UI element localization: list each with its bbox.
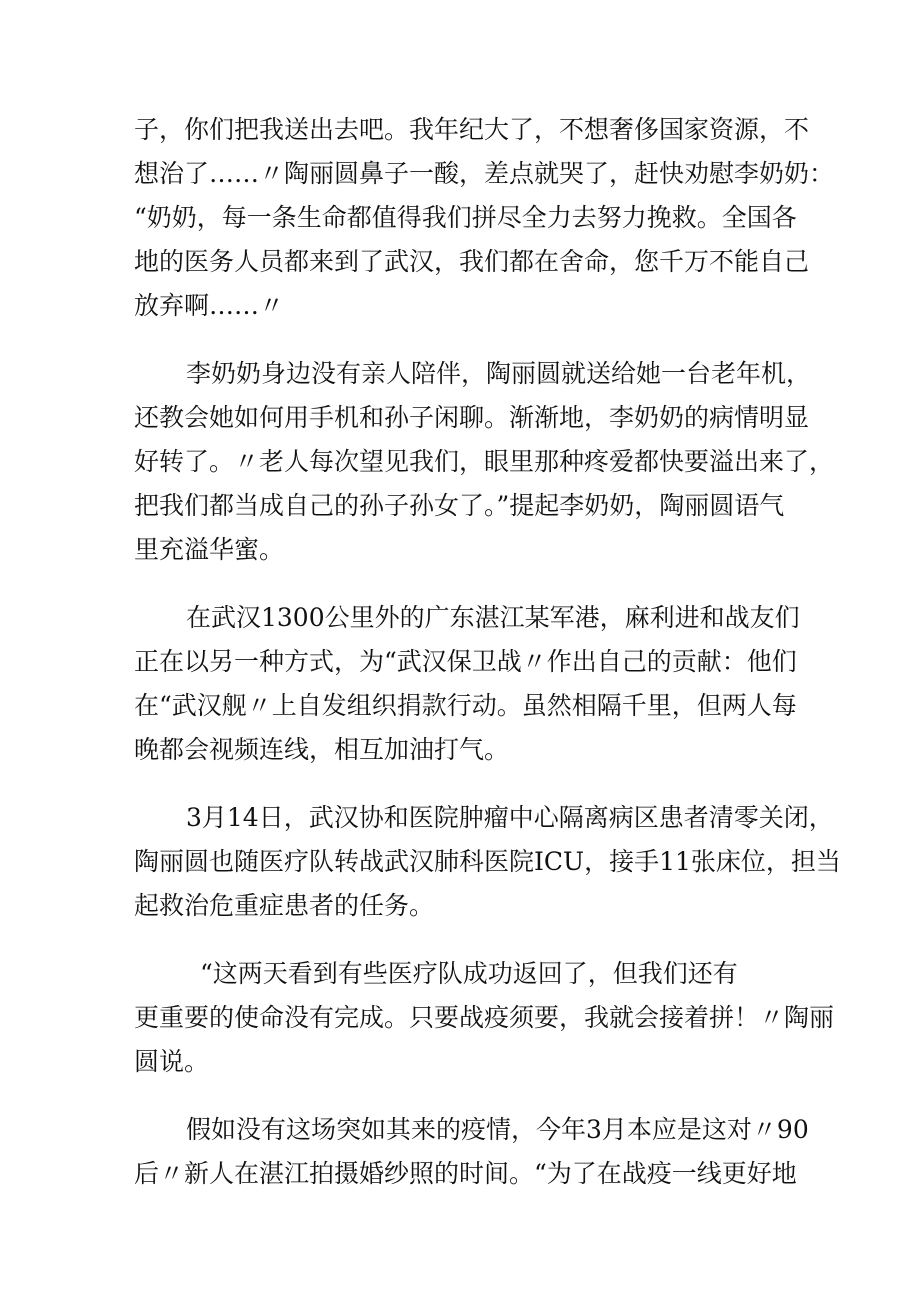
text-line: 更重要的使命没有完成。只要战疫须要，我就会接着拼！〃陶丽 bbox=[134, 1003, 835, 1032]
text-line: 后〃新人在湛江拍摄婚纱照的时间。“为了在战疫一线更好地 bbox=[134, 1159, 797, 1188]
text-line: 放弃啊……〃 bbox=[134, 291, 285, 320]
text-line: 还教会她如何用手机和孙子闲聊。渐渐地，李奶奶的病情明显 bbox=[134, 403, 810, 432]
text-line: 李奶奶身边没有亲人陪伴，陶丽圆就送给她一台老年机， bbox=[186, 359, 812, 388]
text-line: 晚都会视频连线，相互加油打气。 bbox=[134, 735, 510, 764]
text-line: 起救治危重症患者的任务。 bbox=[134, 891, 435, 920]
paragraph-1 bbox=[134, 108, 835, 328]
paragraph-3 bbox=[134, 596, 800, 772]
text-line: 假如没有这场突如其来的疫情，今年3月本应是这对〃90 bbox=[186, 1115, 809, 1144]
text-line: “这两天看到有些医疗队成功返回了，但我们还有 bbox=[200, 959, 738, 988]
text-line: 里充溢华蜜。 bbox=[134, 535, 285, 564]
text-line: 正在以另一种方式，为“武汉保卫战〃作出自己的贡献：他们 bbox=[134, 647, 797, 676]
text-line: 圆说。 bbox=[134, 1047, 210, 1076]
text-line: 在“武汉舰〃上自发组织捐款行动。虽然相隔千里，但两人每 bbox=[134, 691, 797, 720]
text-line: 子，你们把我送出去吧。我年纪大了，不想奢侈国家资源，不 bbox=[134, 115, 810, 144]
text-line: 把我们都当成自己的孙子孙女了。”提起李奶奶，陶丽圆语气 bbox=[134, 491, 785, 520]
text-line: “奶奶，每一条生命都值得我们拼尽全力去努力挽救。全国各 bbox=[134, 203, 797, 232]
article-body bbox=[134, 108, 841, 1220]
paragraph-4 bbox=[134, 796, 841, 928]
paragraph-5 bbox=[134, 952, 835, 1084]
paragraph-6 bbox=[134, 1108, 809, 1196]
text-line: 地的医务人员都来到了武汉，我们都在舍命，您千万不能自己 bbox=[134, 247, 810, 276]
text-line: 3月14日，武汉协和医院肿瘤中心隔离病区患者清零关闭， bbox=[186, 803, 834, 832]
text-line: 陶丽圆也随医疗队转战武汉肺科医院ICU，接手11张床位，担当 bbox=[134, 847, 841, 876]
paragraph-2 bbox=[134, 352, 835, 572]
text-line: 想治了……〃陶丽圆鼻子一酸，差点就哭了，赶快劝慰李奶奶： bbox=[134, 159, 835, 188]
text-line: 好转了。〃老人每次望见我们，眼里那种疼爱都快要溢出来了， bbox=[134, 447, 835, 476]
text-line: 在武汉1300公里外的广东湛江某军港，麻利进和战友们 bbox=[186, 603, 800, 632]
